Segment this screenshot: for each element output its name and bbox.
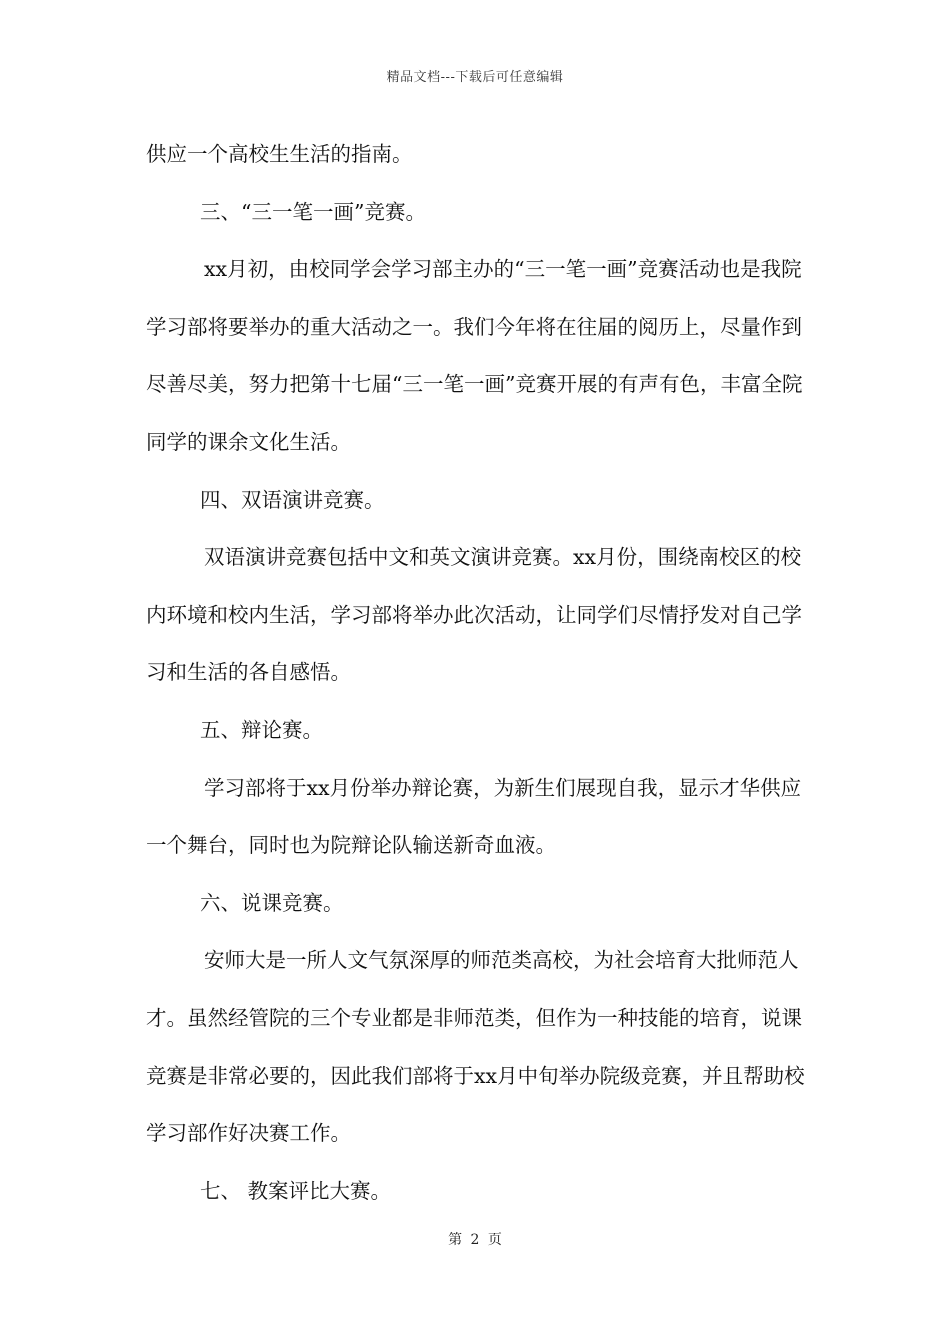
paragraph-section-5: 学习部将于xx月份举办辩论赛，为新生们展现自我，显示才华供应一个舞台，同时也为院辩论队输送新奇血液。 [146, 775, 802, 858]
paragraph-continuation: 供应一个高校生生活的指南。 [146, 142, 413, 166]
section-heading-6: 六、说课竞赛。 [200, 890, 344, 915]
section-heading-4: 四、双语演讲竞赛。 [200, 487, 385, 512]
document-body [146, 126, 810, 1220]
paragraph-section-6: 安师大是一所人文气氛深厚的师范类高校，为社会培育大批师范人才。虽然经管院的三个专业都是非师范类，但作为一种技能的培育，说课竞赛是非常必要的，因此我们部将于xx月中旬举办院级竞赛，并且帮助校学习部作好决赛工作。 [146, 948, 805, 1146]
page-header: 精品文档---下载后可任意编辑 [386, 70, 564, 85]
section-heading-3: 三、“三一笔一画”竞赛。 [200, 199, 426, 224]
paragraph-section-4: 双语演讲竞赛包括中文和英文演讲竞赛。xx月份，围绕南校区的校内环境和校内生活，学习部将举办此次活动，让同学们尽情抒发对自己学习和生活的各自感悟。 [146, 545, 802, 685]
paragraph-section-3: xx月初，由校同学会学习部主办的“三一笔一画”竞赛活动也是我院学习部将要举办的重大活动之一。我们今年将在往届的阅历上，尽量作到尽善尽美，努力把第十七届“三一笔一画”竞赛开展的有声有色，丰富全院同学的课余文化生活。 [146, 257, 803, 454]
page-number: 第 2 页 [448, 1232, 502, 1248]
section-heading-5: 五、辩论赛。 [200, 717, 323, 742]
section-heading-7: 七、 教案评比大赛。 [200, 1178, 392, 1203]
